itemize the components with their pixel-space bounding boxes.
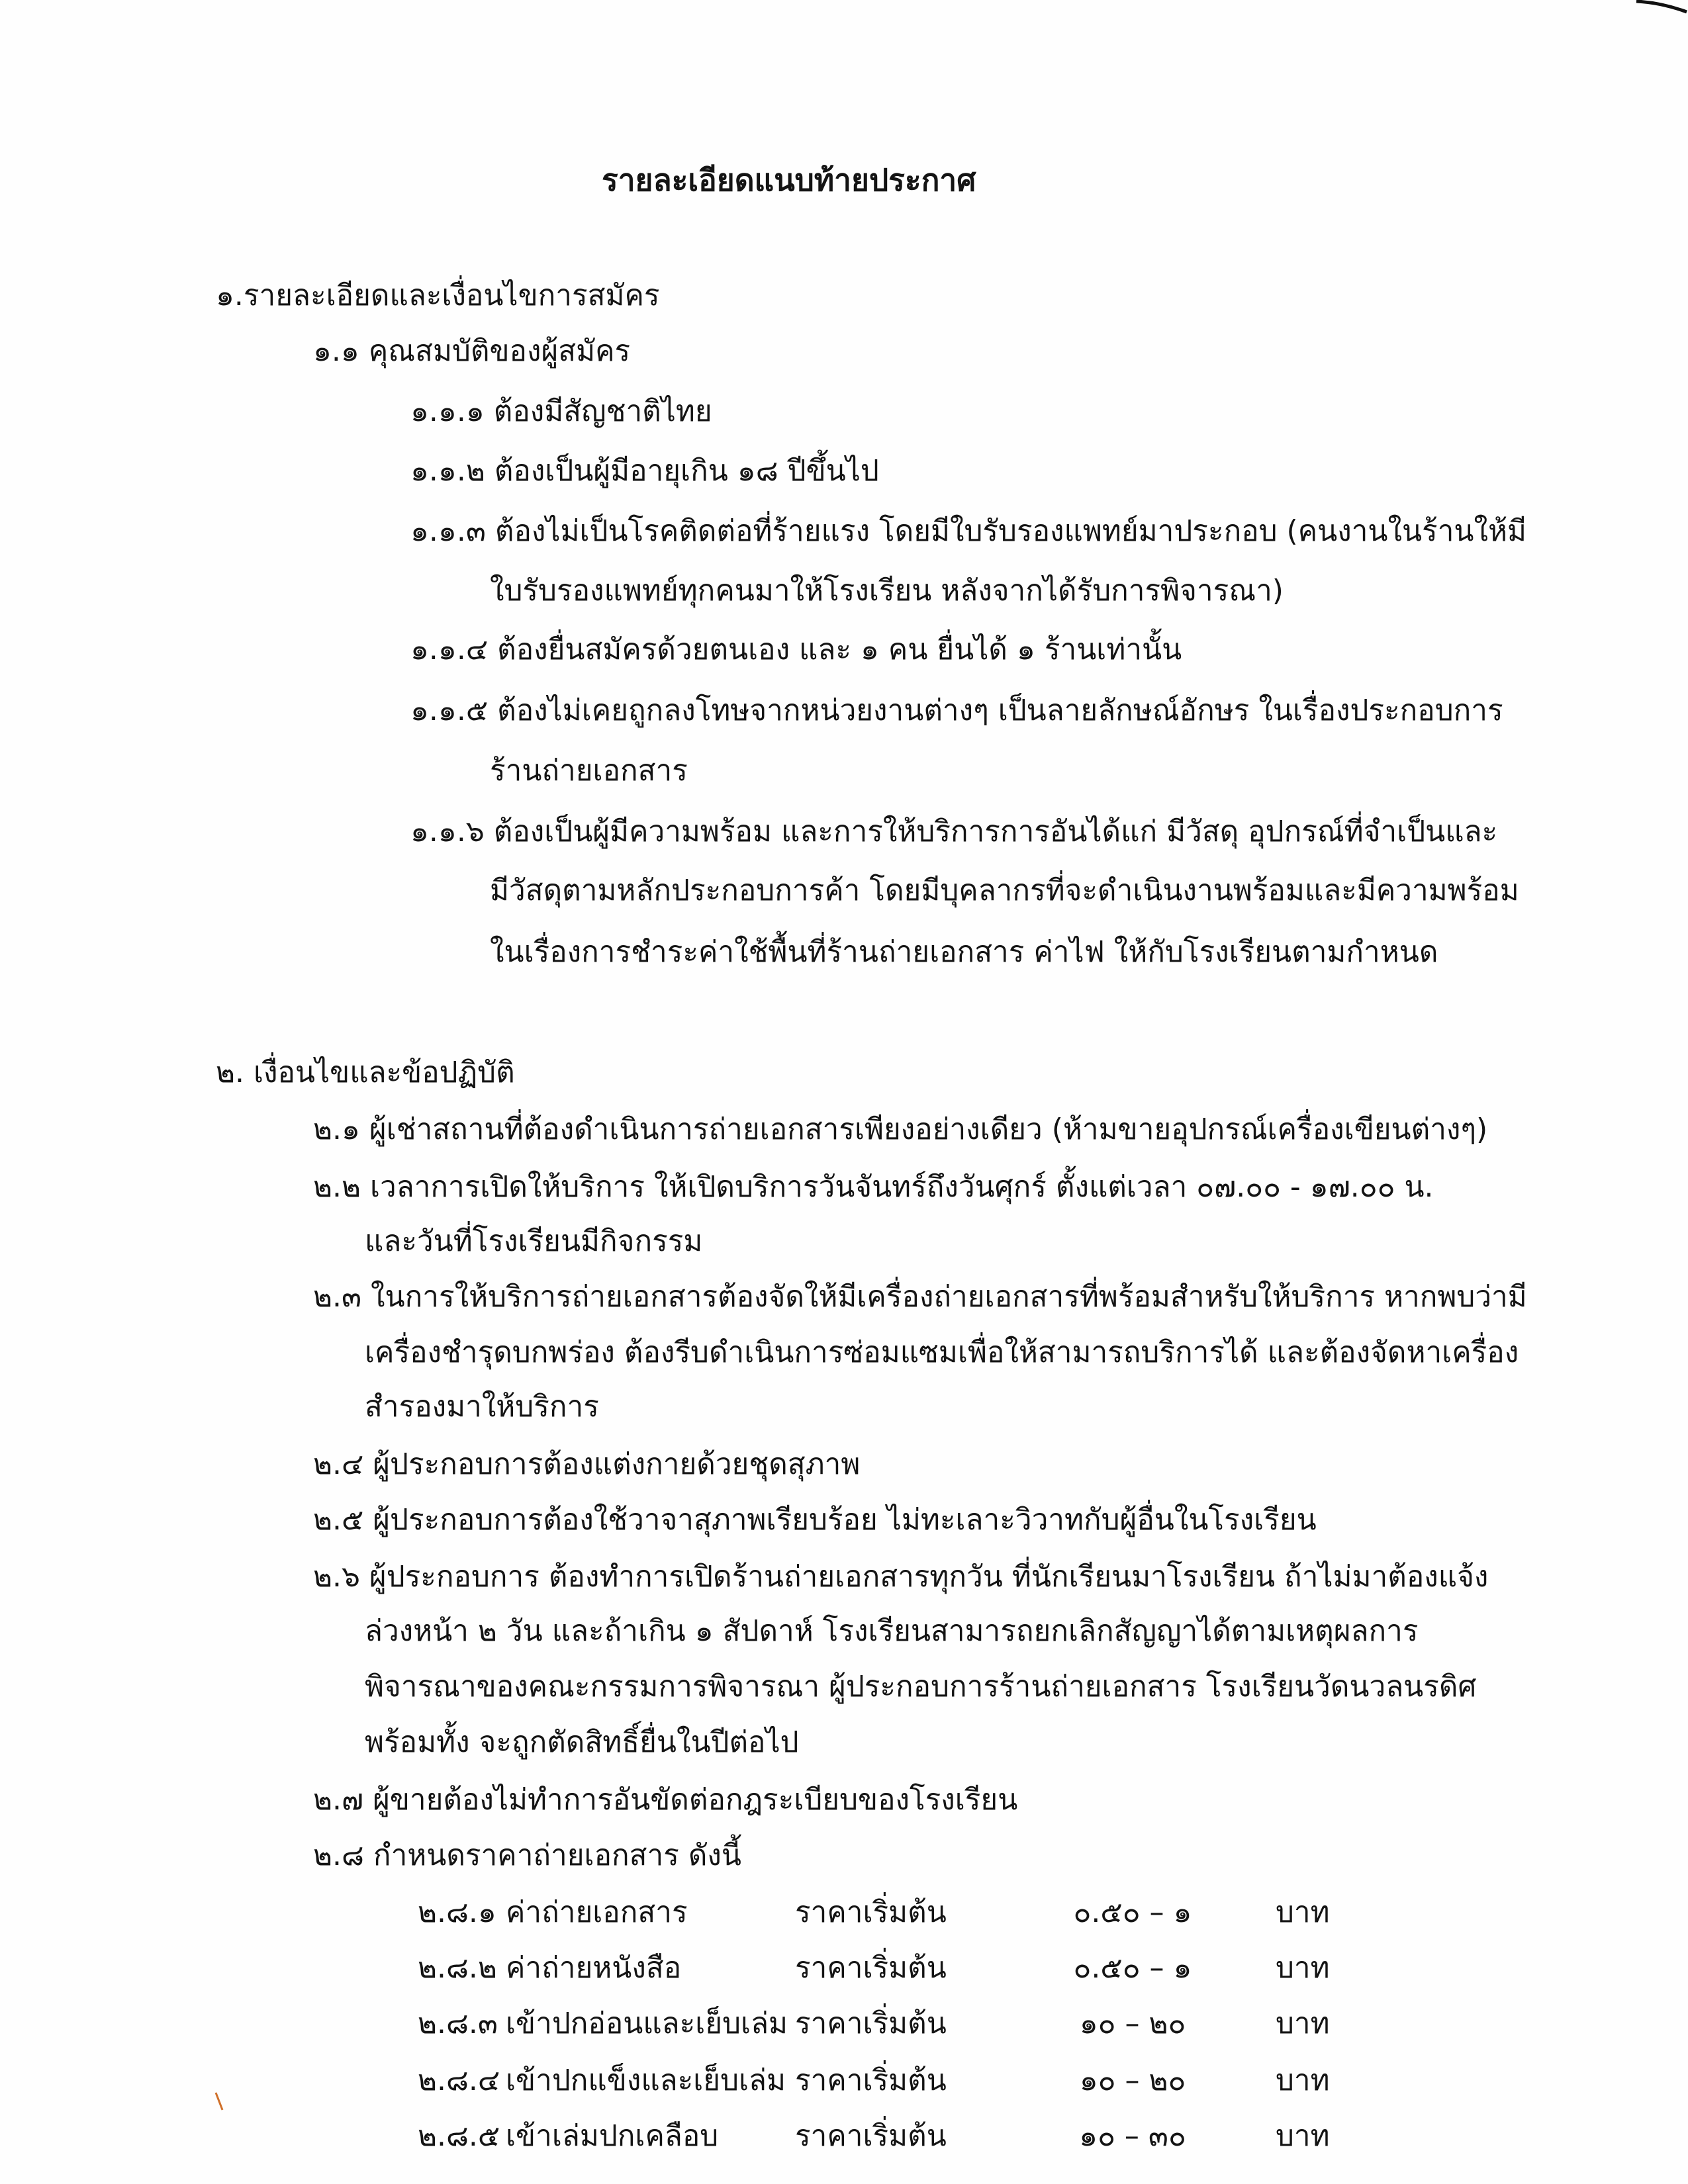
row-number: ๒.๘.๑ [418, 1895, 496, 1929]
row-price-label: ราคาเริ่มต้น [795, 1895, 947, 1929]
item-1-1-6-continuation: ในเรื่องการชำระค่าใช้พื้นที่ร้านถ่ายเอกสาร ค่าไฟ ให้กับโรงเรียนตามกำหนด [490, 935, 1438, 969]
item-2-6-continuation: พิจารณาของคณะกรรมการพิจารณา ผู้ประกอบการร้านถ่ายเอกสาร โรงเรียนวัดนวลนรดิศ [365, 1670, 1477, 1704]
section-1-heading: ๑.รายละเอียดและเงื่อนไขการสมัคร [216, 279, 660, 312]
item-1-1-6: ๑.๑.๖ ต้องเป็นผู้มีความพร้อม และการให้บริการการอันได้แก่ มีวัสดุ อุปกรณ์ที่จำเป็นและ [410, 815, 1498, 848]
row-price-label: ราคาเริ่มต้น [795, 2119, 947, 2153]
row-number: ๒.๘.๔ [418, 2064, 500, 2097]
item-1-1-3: ๑.๑.๓ ต้องไม่เป็นโรคติดต่อที่ร้ายแรง โดยมีใบรับรองแพทย์มาประกอบ (คนงานในร้านให้มี [410, 514, 1526, 548]
row-price-label: ราคาเริ่มต้น [795, 1951, 947, 1985]
item-1-1-4: ๑.๑.๔ ต้องยื่นสมัครด้วยตนเอง และ ๑ คน ยื่นได้ ๑ ร้านเท่านั้น [410, 633, 1182, 666]
item-1-1-3-continuation: ใบรับรองแพทย์ทุกคนมาให้โรงเรียน หลังจากได้รับการพิจารณา) [490, 574, 1284, 608]
row-price-label: ราคาเริ่มต้น [795, 2064, 947, 2097]
row-unit: บาท [1276, 2007, 1330, 2040]
row-item: ค่าถ่ายเอกสาร [506, 1895, 688, 1929]
item-1-1-1: ๑.๑.๑ ต้องมีสัญชาติไทย [410, 394, 712, 428]
row-item: ค่าถ่ายหนังสือ [506, 1951, 682, 1985]
item-2-2: ๒.๒ เวลาการเปิดให้บริการ ให้เปิดบริการวันจันทร์ถึงวันศุกร์ ตั้งแต่เวลา ๐๗.๐๐ - ๑๗.๐๐ น. [313, 1170, 1434, 1204]
row-price-range: ๐.๕๐ – ๑ [1073, 1895, 1192, 1929]
section-2-heading: ๒. เงื่อนไขและข้อปฏิบัติ [216, 1056, 515, 1089]
row-item: เข้าปกอ่อนและเย็บเล่ม [506, 2007, 788, 2040]
item-2-6-continuation: พร้อมทั้ง จะถูกตัดสิทธิ์ยื่นในปีต่อไป [365, 1725, 799, 1759]
item-2-2-continuation: และวันที่โรงเรียนมีกิจกรรม [365, 1224, 703, 1258]
item-2-7: ๒.๗ ผู้ขายต้องไม่ทำการอันขัดต่อกฎระเบียบของโรงเรียน [313, 1783, 1018, 1817]
row-number: ๒.๘.๕ [418, 2119, 500, 2153]
item-2-6-continuation: ล่วงหน้า ๒ วัน และถ้าเกิน ๑ สัปดาห์ โรงเรียนสามารถยกเลิกสัญญาได้ตามเหตุผลการ [365, 1614, 1419, 1648]
scan-corner-mark [1635, 0, 1688, 16]
item-1-1-6-continuation: มีวัสดุตามหลักประกอบการค้า โดยมีบุคลากรที่จะดำเนินงานพร้อมและมีความพร้อม [490, 874, 1519, 907]
row-price-range: ๐.๕๐ – ๑ [1073, 1951, 1192, 1985]
row-number: ๒.๘.๓ [418, 2007, 498, 2040]
item-1-1-2: ๑.๑.๒ ต้องเป็นผู้มีอายุเกิน ๑๘ ปีขึ้นไป [410, 454, 879, 488]
item-1-1-5-continuation: ร้านถ่ายเอกสาร [490, 754, 688, 788]
scan-pen-tick [213, 2090, 226, 2114]
row-price-range: ๑๐ – ๓๐ [1079, 2119, 1186, 2153]
row-price-range: ๑๐ – ๒๐ [1079, 2007, 1186, 2040]
row-price-label: ราคาเริ่มต้น [795, 2007, 947, 2040]
item-1-1-5: ๑.๑.๕ ต้องไม่เคยถูกลงโทษจากหน่วยงานต่างๆ เป็นลายลักษณ์อักษร ในเรื่องประกอบการ [410, 694, 1503, 727]
row-unit: บาท [1276, 1951, 1330, 1985]
item-2-3-continuation: เครื่องชำรุดบกพร่อง ต้องรีบดำเนินการซ่อมแซมเพื่อให้สามารถบริการได้ และต้องจัดหาเครื่อง [365, 1336, 1519, 1369]
item-2-5: ๒.๕ ผู้ประกอบการต้องใช้วาจาสุภาพเรียบร้อย ไม่ทะเลาะวิวาทกับผู้อื่นในโรงเรียน [313, 1503, 1317, 1537]
document-title: รายละเอียดแนบท้ายประกาศ [602, 162, 976, 198]
item-2-6: ๒.๖ ผู้ประกอบการ ต้องทำการเปิดร้านถ่ายเอกสารทุกวัน ที่นักเรียนมาโรงเรียน ถ้าไม่มาต้องแจ้ง [313, 1560, 1489, 1594]
row-unit: บาท [1276, 2064, 1330, 2097]
row-item: เข้าเล่มปกเคลือบ [506, 2119, 719, 2153]
item-2-3: ๒.๓ ในการให้บริการถ่ายเอกสารต้องจัดให้มีเครื่องถ่ายเอกสารที่พร้อมสำหรับให้บริการ หากพบว่ามี [313, 1280, 1527, 1314]
item-2-1: ๒.๑ ผู้เช่าสถานที่ต้องดำเนินการถ่ายเอกสารเพียงอย่างเดียว (ห้ามขายอุปกรณ์เครื่องเขียนต่างๆ) [313, 1113, 1488, 1146]
item-2-4: ๒.๔ ผู้ประกอบการต้องแต่งกายด้วยชุดสุภาพ [313, 1447, 861, 1481]
row-number: ๒.๘.๒ [418, 1951, 497, 1985]
row-unit: บาท [1276, 1895, 1330, 1929]
row-unit: บาท [1276, 2119, 1330, 2153]
item-2-8: ๒.๘ กำหนดราคาถ่ายเอกสาร ดังนี้ [313, 1839, 741, 1872]
section-1-1-heading: ๑.๑ คุณสมบัติของผู้สมัคร [313, 334, 631, 368]
row-item: เข้าปกแข็งและเย็บเล่ม [506, 2064, 786, 2097]
item-2-3-continuation: สำรองมาให้บริการ [365, 1390, 599, 1424]
row-price-range: ๑๐ – ๒๐ [1079, 2064, 1186, 2097]
